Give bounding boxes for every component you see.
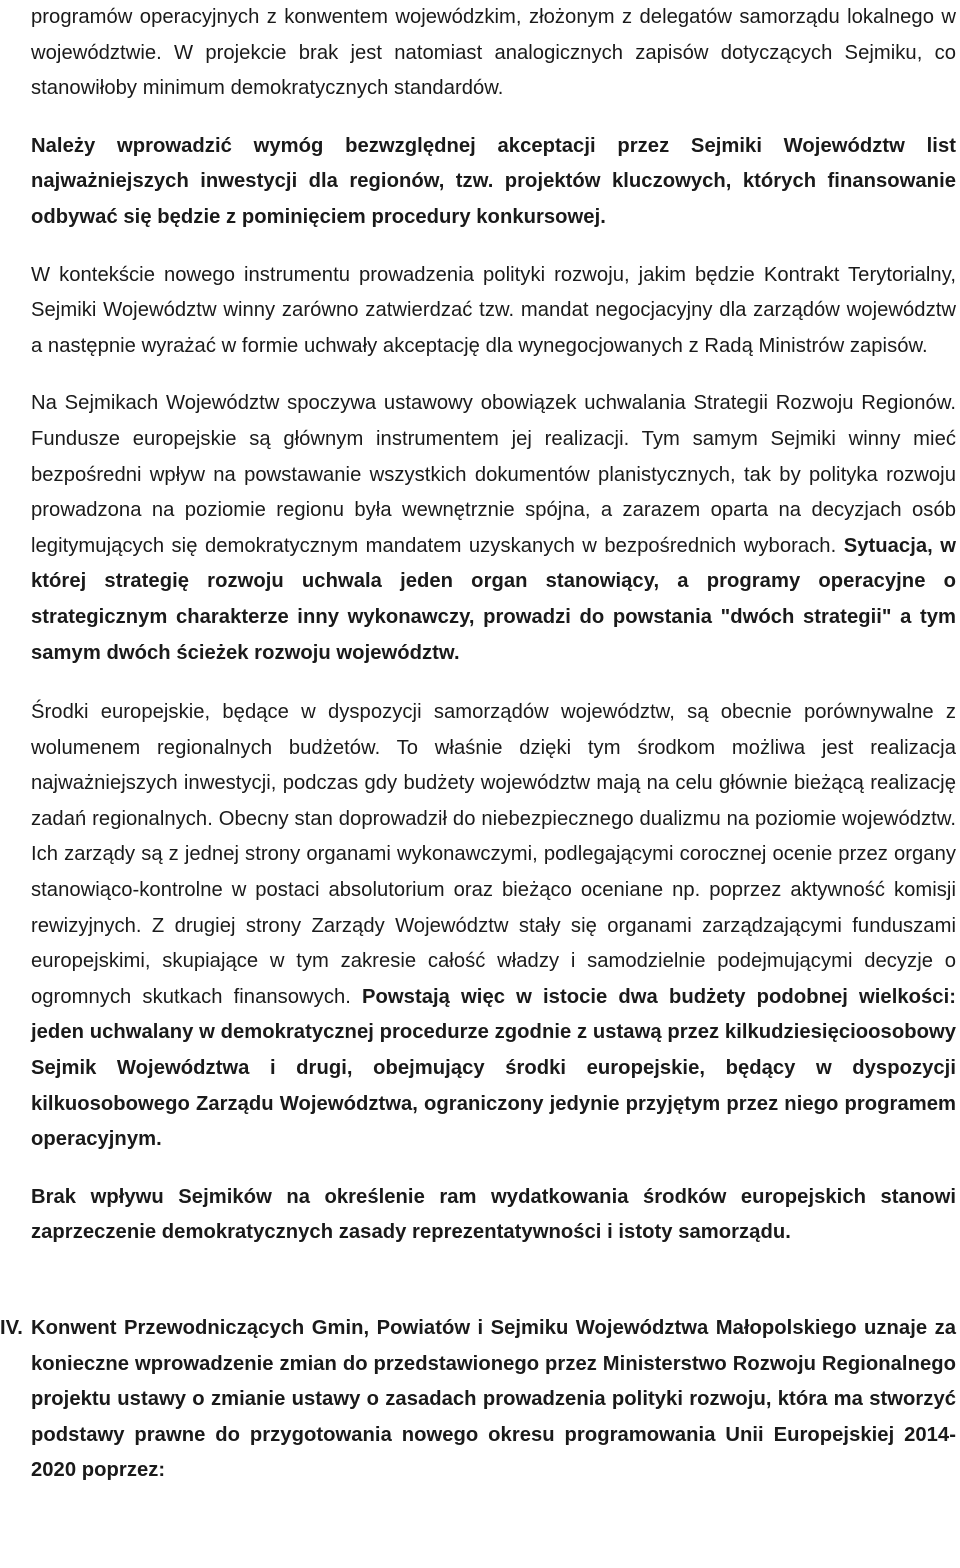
paragraph-5-text: Środki europejskie, będące w dyspozycji samorządów województw, są obecnie porównywalne z wolumenem regionalnych budżetów. To właśnie dzięki tym środkom możliwa jest realizacja najważniejszych inwestycji, podczas gdy budżety województw mają na celu głównie bieżącą realizację zadań regionalnych. Obecny stan doprowadził do niebezpiecznego dualizmu na poziomie województw. Ich zarządy są z jednej strony organami wykonawczymi, podlegającymi corocznej ocenie przez organy stanowiąco-kontrolne w postaci absolutorium oraz bieżąco oceniane np. poprzez aktywność komisji rewizyjnych. Z drugiej strony Zarządy Województw stały się organami zarządzającymi funduszami europejskimi, skupiające w tym zakresie całość władzy i samodzielnie podejmującymi decyzje o ogromnych skutkach finansowych. xyxy=(31,701,956,1008)
section-number: IV. xyxy=(0,1317,23,1339)
paragraph-4-text: Na Sejmikach Województw spoczywa ustawowy obowiązek uchwalania Strategii Rozwoju Regionów. Fundusze europejskie są głównym instrumentem jej realizacji. Tym samym Sejmiki winny mieć bezpośredni wpływ na powstawanie wszystkich dokumentów planistycznych, tak by polityka rozwoju prowadzona na poziomie regionu była wewnętrznie spójna, a zarazem oparta na decyzjach osób legitymujących się demokratycznym mandatem uzyskanych w bezpośrednich wyborach. xyxy=(31,392,956,557)
paragraph-1-text: programów operacyjnych z konwentem wojewódzkim, złożonym z delegatów samorządu lokalnego w województwie. W projekcie brak jest natomiast analogicznych zapisów dotyczących Sejmiku, co stanowiłoby minimum demokratycznych standardów. xyxy=(31,6,956,100)
paragraph-2-bold: Należy wprowadzić wymóg bezwzględnej akceptacji przez Sejmiki Województw list najważniejszych inwestycji dla regionów, tzw. projektów kluczowych, których finansowanie odbywać się będzie z pominięciem procedury konkursowej. xyxy=(31,134,956,228)
spacer xyxy=(31,671,956,695)
spacer xyxy=(31,364,956,386)
paragraph-2 xyxy=(31,129,956,236)
paragraph-1 xyxy=(31,0,956,107)
spacer xyxy=(31,1158,956,1180)
paragraph-3-text: W kontekście nowego instrumentu prowadzenia polityki rozwoju, jakim będzie Kontrakt Terytorialny, Sejmiki Województw winny zarówno zatwierdzać tzw. mandat negocjacyjny dla zarządów województw a następnie wyrażać w formie uchwały akceptację dla wynegocjowanych z Radą Ministrów zapisów. xyxy=(31,263,956,357)
paragraph-6-bold: Brak wpływu Sejmików na określenie ram wydatkowania środków europejskich stanowi zaprzeczenie demokratycznych zasady reprezentatywności i istoty samorządu. xyxy=(31,1185,956,1244)
paragraph-3 xyxy=(31,258,956,365)
paragraph-4 xyxy=(31,386,956,671)
section-iv-bold: Konwent Przewodniczących Gmin, Powiatów i Sejmiku Województwa Małopolskiego uznaje za konieczne wprowadzenie zmian do przedstawionego przez Ministerstwo Rozwoju Regionalnego projektu ustawy o zmianie ustawy o zasadach prowadzenia polityki rozwoju, która ma stworzyć podstawy prawne do przygotowania nowego okresu programowania Unii Europejskiej 2014-2020 poprzez: xyxy=(31,1317,956,1482)
paragraph-4-bold: Sytuacja, w której strategię rozwoju uchwala jeden organ stanowiący, a programy operacyjne o strategicznym charakterze inny wykonawczy, prowadzi do powstania "dwóch strategii" a tym samym dwóch ścieżek rozwoju województw. xyxy=(31,534,956,664)
section-iv xyxy=(0,1311,956,1489)
section-iv-text xyxy=(31,1311,956,1489)
paragraph-5-bold: Powstają więc w istocie dwa budżety podobnej wielkości: jeden uchwalany w demokratycznej procedurze zgodnie z ustawą przez kilkudziesięcioosobowy Sejmik Województwa i drugi, obejmujący środki europejskie, będący w dyspozycji kilkuosobowego Zarządu Województwa, ograniczony jedynie przyjętym przez niego programem operacyjnym. xyxy=(31,985,957,1151)
spacer xyxy=(31,107,956,129)
paragraph-6 xyxy=(31,1180,956,1251)
spacer xyxy=(31,236,956,258)
paragraph-5 xyxy=(31,695,956,1158)
spacer xyxy=(31,1251,956,1311)
